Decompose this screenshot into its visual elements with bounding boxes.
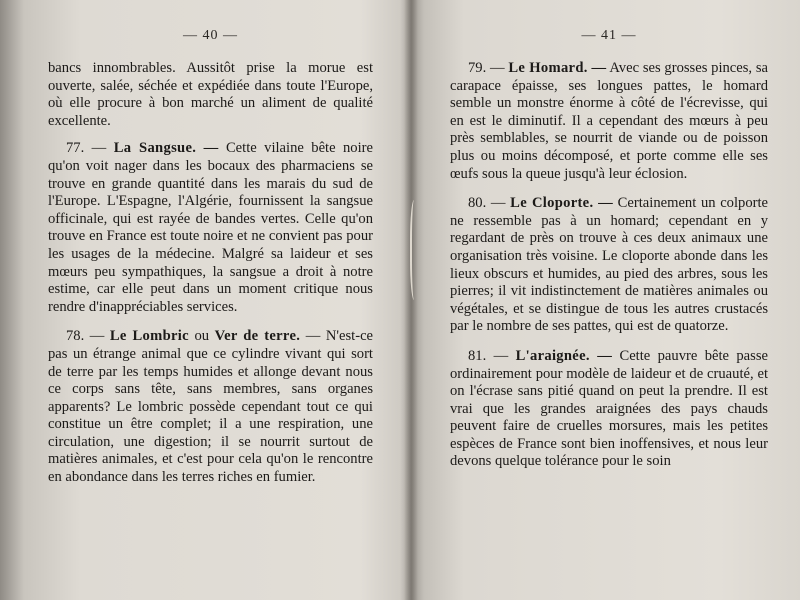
entry-title: Le Lombric: [109, 328, 189, 345]
entry-80: [450, 195, 768, 336]
entry-title-connector: ou: [194, 328, 210, 345]
entry-78: [48, 328, 373, 486]
book-gutter: [404, 0, 418, 600]
entry-dash: —: [598, 195, 613, 212]
entry-dash: —: [305, 328, 321, 345]
entry-title: Le Cloporte.: [510, 195, 594, 212]
entry-title-alt: Ver de terre.: [214, 328, 301, 345]
entry-number: 77. —: [66, 140, 107, 157]
entry-title: La Sangsue.: [113, 140, 197, 157]
entry-title: L'araignée.: [515, 347, 590, 364]
entry-number: 81. —: [468, 347, 509, 364]
continued-paragraph: bancs innombrables. Aussitôt prise la morue est ouverte, salée, séchée et expédiée dans toute l'Europe, où elle procure à bon marché un aliment de qualité excellente.: [48, 60, 373, 129]
right-page: [450, 0, 768, 600]
entry-77: [48, 140, 373, 316]
entry-dash: —: [203, 140, 219, 157]
entry-title: Le Homard.: [508, 60, 588, 76]
entry-number: 78. —: [66, 328, 105, 345]
left-page-text: [48, 60, 373, 499]
entry-dash: —: [597, 347, 613, 364]
entry-number: 80. —: [468, 195, 506, 212]
entry-body: Cette pauvre bête passe ordinairement pour modèle de laideur et de cruauté, et on l'écrase sans pitié quand on peut la prendre. Il est vrai que les grandes araignées des pays chauds peuvent faire de cruelles morsures, mais les petites espèces de France sont bien inoffensives, et nous leur devons quelque tolérance pour le soin: [450, 347, 768, 470]
entry-79: [450, 60, 768, 183]
entry-dash: —: [591, 60, 607, 76]
entry-body: Avec ses grosses pinces, sa carapace épaisse, ses longues pattes, le homard semble un monstre énorme à côté de l'écrevisse, qui en est le diminutif. Il a cependant des mœurs à peu près semblables, se nourrit de viande ou de poisson plus ou moins décomposé, et porte comme elle ses œufs sous la queue jusqu'à leur éclosion.: [450, 60, 768, 182]
page-number-right: — 41 —: [581, 28, 637, 43]
entry-body: N'est-ce pas un étrange animal que ce cylindre vivant qui sort de terre par les temps humides et allonge devant nous ce corps sans tête, sans membres, sans organes apparents? Le lombric possède cependant tout ce qui constitue un être complet; il a une respiration, une circulation, une digestion; il se nourrit surtout de matières animales, et c'est pour cela qu'on le rencontre en abondance dans les terres riches en fumier.: [48, 328, 374, 486]
right-page-text: [450, 60, 768, 483]
binding-thread: [410, 200, 420, 300]
page-number-left: — 40 —: [183, 28, 238, 43]
left-page: [48, 0, 373, 600]
entry-body: Cette vilaine bête noire qu'on voit nager dans les bocaux des pharmaciens se trouve en grande quantité dans les marais du sud de l'Europe. L'Espagne, l'Algérie, fournissent la sangsue officinale, qui est rayée de bandes vertes. Celle qu'on trouve en France est toute noire et ne convient pas pour les usages de la médecine. Malgré sa laideur et ses mœurs peu sympathiques, la sangsue a droit à notre estime, car elle peut dans un moment critique nous rendre d'inappréciables services.: [48, 140, 373, 315]
entry-body: Certainement un colporte ne ressemble pas à un homard; cependant en y regardant de près on trouve à ces deux animaux une organisation très voisine. Le cloporte abonde dans les lieux obscurs et humides, au pied des arbres, sous les pierres; il vit indistinctement de matières animales ou végétales, et se distingue de tous les autres crustacés par le nombre de ses pattes, qui est de quatorze.: [450, 195, 769, 335]
entry-81: [450, 348, 768, 471]
entry-number: 79. —: [468, 60, 505, 76]
